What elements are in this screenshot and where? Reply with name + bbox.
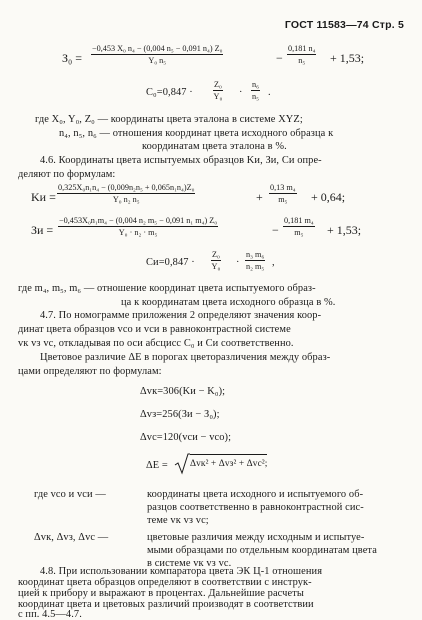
where2-line1: где m₄, m₅, m₆ — отношение координат цвета испытуемого образ- bbox=[18, 283, 316, 294]
eq-ci-fraction-1 bbox=[211, 250, 221, 271]
standard-number: ГОСТ 11583—74 bbox=[284, 19, 369, 31]
eq-ci-f1-numerator: Z₀ bbox=[212, 250, 220, 259]
eq-z0-main-fraction bbox=[91, 44, 223, 65]
where3-def1-line1: координаты цвета исходного и испытуемого об- bbox=[147, 489, 364, 500]
eq-c0-f1-numerator: Z₀ bbox=[214, 80, 222, 89]
eq-z0-f2-denominator: n₅ bbox=[298, 56, 306, 65]
section-4-8-line2: координат цвета образцов определяют в соответствии с инструк- bbox=[18, 577, 312, 588]
eq-z0-denominator: Y₀ n₅ bbox=[148, 56, 167, 65]
section-4-6-line1: 4.6. Координаты цвета испытуемых образцов Kи, Зи, Cи опре- bbox=[40, 155, 322, 166]
where2-line2: ца к координатам цвета исходного образца в %. bbox=[121, 297, 336, 308]
eq-z0-tail: + 1,53; bbox=[330, 51, 365, 65]
eq-ci-tail: , bbox=[272, 257, 275, 268]
eq-c0-tail: . bbox=[268, 87, 271, 98]
eq-delta-e-radicand: Δvк² + Δvз² + Δvc²; bbox=[190, 454, 267, 469]
eq-z0-numerator: −0,453 X₀ n₄ − (0,004 n₅ − 0,091 n₄) Z₀ bbox=[92, 44, 223, 53]
eq-ci-f1-denominator: Y₀ bbox=[211, 262, 221, 271]
eq-delta-c: Δvc=120(vcи − vco); bbox=[140, 432, 232, 443]
eq-zi-lhs: Зи = bbox=[31, 223, 54, 237]
eq-delta-e-lhs: ΔE = bbox=[146, 460, 168, 471]
eq-ci-dot: · bbox=[236, 257, 240, 268]
eq-ki-f2-numerator: 0,13 m₄ bbox=[270, 183, 296, 192]
section-4-7-line4: Цветовое различие ΔE в порогах цветоразличения между образ- bbox=[40, 352, 331, 363]
where3-def2-line1: цветовые различия между исходным и испытуе- bbox=[147, 532, 365, 543]
eq-zi-main-fraction bbox=[58, 216, 218, 237]
eq-zi-denominator: Y₀ · n₂ · m₅ bbox=[118, 228, 158, 237]
eq-ki-tail: + 0,64; bbox=[311, 190, 346, 204]
eq-zi-minus: − bbox=[272, 223, 279, 237]
page-header bbox=[285, 19, 404, 31]
where1-line2: n₄, n₅, n₆ — отношения координат цвета исходного образца к bbox=[59, 128, 334, 139]
eq-zi-tail: + 1,53; bbox=[327, 223, 362, 237]
eq-ki-second-fraction bbox=[269, 183, 297, 204]
where3-def2-line3: в системе vк vз vc. bbox=[147, 558, 232, 569]
eq-c0-f1-denominator: Y₀ bbox=[213, 92, 223, 101]
eq-ci-f2-numerator: n₃ m₆ bbox=[246, 250, 265, 259]
where3-def1-line2: разцов соответственно в равноконтрастной сис- bbox=[147, 502, 364, 513]
section-4-7-line2: динат цвета образцов vco и vcи в равноконтрастной системе bbox=[18, 324, 291, 335]
section-4-7-line3: vк vз vc, откладывая по оси абсцисс C₀ и Cи соответственно. bbox=[18, 338, 294, 349]
eq-ki-lhs: Kи = bbox=[31, 190, 56, 204]
section-4-6-line2: деляют по формулам: bbox=[18, 169, 116, 180]
eq-z0-lhs: З₀ = bbox=[62, 51, 82, 65]
eq-zi-f2-numerator: 0,181 m₄ bbox=[284, 216, 314, 225]
where3-term2: Δvк, Δvз, Δvc — bbox=[34, 532, 109, 543]
eq-ci-fraction-2 bbox=[245, 250, 265, 271]
eq-z0-minus: − bbox=[276, 51, 283, 65]
eq-ci-lhs: Cи=0,847 · bbox=[146, 257, 195, 268]
eq-ki-denominator: Y₀ n₂ n₅ bbox=[112, 195, 140, 204]
eq-ci-f2-denominator: n₂ m₅ bbox=[246, 262, 265, 271]
section-4-8-line4: координат цвета и цветовых различий производят в соответствии bbox=[18, 599, 314, 610]
eq-z0-f2-numerator: 0,181 n₄ bbox=[288, 44, 316, 53]
where3-def1-line3: теме vк vз vc; bbox=[147, 515, 209, 526]
eq-ki-main-fraction bbox=[57, 183, 195, 204]
eq-c0-f2-numerator: n₆ bbox=[252, 80, 259, 89]
eq-c0-f2-denominator: n₅ bbox=[252, 92, 259, 101]
eq-zi-second-fraction bbox=[283, 216, 315, 237]
eq-c0-fraction-2 bbox=[251, 80, 260, 101]
where1-line3: координатам цвета эталона в %. bbox=[142, 141, 287, 152]
eq-c0-fraction-1 bbox=[213, 80, 223, 101]
where3-def2-line2: мыми образцами по отдельным координатам цвета bbox=[147, 545, 377, 556]
section-4-8-line5: с пп. 4.5—4.7. bbox=[18, 609, 82, 620]
where1-line1: где X₀, Y₀, Z₀ — координаты цвета эталона в системе XYZ; bbox=[35, 114, 303, 125]
page-number: Стр. 5 bbox=[371, 19, 404, 31]
eq-delta-k: Δvк=306(Kи − K₀); bbox=[140, 386, 226, 397]
section-4-8-line1: 4.8. При использовании компаратора цвета ЭК Ц-1 отношения bbox=[40, 566, 323, 577]
section-4-7-line5: цами определяют по формулам: bbox=[18, 366, 162, 377]
eq-ki-numerator: 0,325X₀n₁n₄ − (0,009n₂n₅ + 0,065n₁n₄)Z₀ bbox=[58, 183, 195, 192]
where3-term1: где vco и vcи — bbox=[34, 489, 106, 500]
radical-sign bbox=[174, 453, 190, 475]
eq-delta-z: Δvз=256(Зи − З₀); bbox=[140, 409, 220, 420]
section-4-7-line1: 4.7. По номограмме приложения 2 определяют значения коор- bbox=[40, 310, 322, 321]
eq-zi-f2-denominator: m₅ bbox=[294, 228, 304, 237]
eq-zi-numerator: −0,453X₀n₁m₄ − (0,004 n₂ m₅ − 0,091 n₁ m₄) Z₀ bbox=[59, 216, 218, 225]
eq-z0-second-fraction bbox=[287, 44, 316, 65]
eq-ki-f2-denominator: m₅ bbox=[278, 195, 288, 204]
eq-c0-lhs: C₀=0,847 · bbox=[146, 87, 193, 98]
eq-ki-plus: + bbox=[256, 190, 263, 204]
eq-c0-dot: · bbox=[239, 87, 243, 98]
section-4-8-line3: цией к прибору и выражают в процентах. Дальнейшие расчеты bbox=[18, 588, 304, 599]
